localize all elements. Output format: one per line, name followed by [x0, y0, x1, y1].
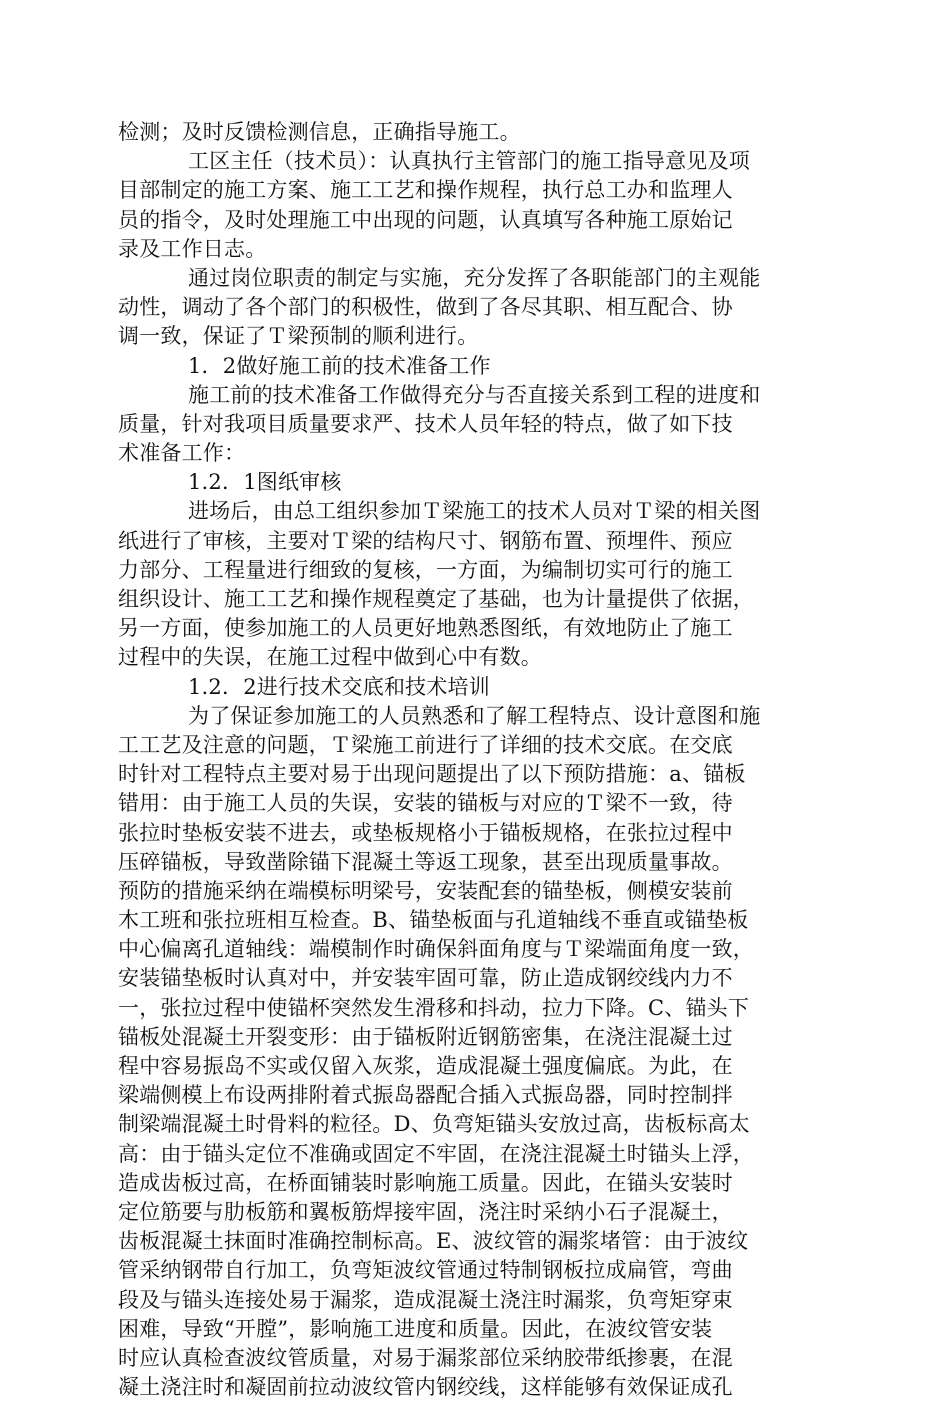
text-line: 定位筋要与肋板筋和翼板筋焊接牢固，浇注时采纳小石子混凝土，	[118, 1199, 733, 1224]
text-line: 凝土浇注时和凝固前拉动波纹管内钢绞线，这样能够有效保证成孔	[118, 1375, 733, 1400]
text-line: 动性，调动了各个部门的积极性，做到了各尽其职、相互配合、协	[118, 295, 733, 320]
text-line: 质量，针对我项目质量要求严、技术人员年轻的特点，做了如下技	[118, 411, 733, 436]
text-line: 工工艺及注意的问题，Ｔ梁施工前进行了详细的技术交底。在交底	[118, 732, 733, 757]
text-line: 段及与锚头连接处易于漏浆，造成混凝土浇注时漏浆，负弯矩穿束	[118, 1287, 733, 1312]
text-line: 预防的措施采纳在端模标明梁号，安装配套的锚垫板，侧模安装前	[118, 878, 733, 903]
text-line: 管采纳钢带自行加工，负弯矩波纹管通过特制钢板拉成扁管，弯曲	[118, 1258, 733, 1283]
text-line: 1.2．1图纸审核	[188, 470, 342, 495]
text-line: 一，张拉过程中使锚杯突然发生滑移和抖动，拉力下降。C、锚头下	[118, 995, 750, 1020]
text-line: 另一方面，使参加施工的人员更好地熟悉图纸，有效地防止了施工	[118, 616, 733, 641]
text-line: 锚板处混凝土开裂变形：由于锚板附近钢筋密集，在浇注混凝土过	[118, 1024, 733, 1049]
text-line: 进场后，由总工组织参加Ｔ梁施工的技术人员对Ｔ梁的相关图	[188, 499, 761, 524]
text-line: 木工班和张拉班相互检查。B、锚垫板面与孔道轴线不垂直或锚垫板	[118, 908, 749, 933]
text-line: 错用：由于施工人员的失误，安装的锚板与对应的Ｔ梁不一致，待	[118, 791, 733, 816]
text-line: 术准备工作：	[118, 441, 246, 466]
text-line: 为了保证参加施工的人员熟悉和了解工程特点、设计意图和施	[188, 703, 761, 728]
text-line: 过程中的失误，在施工过程中做到心中有数。	[118, 645, 542, 670]
text-line: 录及工作日志。	[118, 236, 267, 261]
text-line: 压碎锚板，导致凿除锚下混凝土等返工现象，甚至出现质量事故。	[118, 849, 733, 874]
text-line: 程中容易振岛不实或仅留入灰浆，造成混凝土强度偏底。为此，在	[118, 1054, 733, 1078]
text-line: 齿板混凝土抹面时准确控制标高。E、波纹管的漏浆堵管：由于波纹	[118, 1229, 749, 1254]
text-line: 梁端侧模上布设两排附着式振岛器配合插入式振岛器，同时控制拌	[118, 1083, 733, 1108]
text-line: 张拉时垫板安装不进去，或垫板规格小于锚板规格，在张拉过程中	[118, 820, 733, 845]
text-line: 力部分、工程量进行细致的复核，一方面，为编制切实可行的施工	[118, 557, 733, 582]
text-line: 工区主任（技术员）：认真执行主管部门的施工指导意见及项	[188, 149, 750, 174]
text-line: 纸进行了审核，主要对Ｔ梁的结构尺寸、钢筋布置、预埋件、预应	[118, 528, 733, 553]
text-line: 高：由于锚头定位不准确或固定不牢固，在浇注混凝土时锚头上浮，	[118, 1141, 754, 1166]
text-line: 组织设计、施工工艺和操作规程奠定了基础，也为计量提供了依据，	[118, 587, 754, 611]
text-line: 制梁端混凝土时骨料的粒径。D、负弯矩锚头安放过高，齿板标高太	[118, 1112, 750, 1137]
text-line: 员的指令，及时处理施工中出现的问题，认真填写各种施工原始记	[118, 207, 733, 232]
text-line: 困难，导致“开膛”，影响施工进度和质量。因此，在波纹管安装	[118, 1316, 713, 1341]
text-line: 安装锚垫板时认真对中，并安装牢固可靠，防止造成钢绞线内力不	[118, 966, 733, 991]
text-line: 施工前的技术准备工作做得充分与否直接关系到工程的进度和	[188, 382, 761, 407]
text-line: 调一致，保证了Ｔ梁预制的顺利进行。	[118, 324, 479, 349]
text-line: 时针对工程特点主要对易于出现问题提出了以下预防措施：a、锚板	[118, 762, 746, 787]
text-line: 通过岗位职责的制定与实施，充分发挥了各职能部门的主观能	[188, 265, 761, 290]
text-line: 时应认真检查波纹管质量，对易于漏浆部位采纳胶带纸掺裹，在混	[118, 1345, 733, 1370]
text-line: 目部制定的施工方案、施工工艺和操作规程，执行总工办和监理人	[118, 178, 733, 203]
text-line: 1．2做好施工前的技术准备工作	[188, 353, 491, 378]
text-line: 中心偏离孔道轴线：端模制作时确保斜面角度与Ｔ梁端面角度一致，	[118, 937, 754, 962]
document-body	[118, 118, 804, 1402]
text-line: 造成齿板过高，在桥面铺装时影响施工质量。因此，在锚头安装时	[118, 1170, 733, 1195]
text-line: 检测；及时反馈检测信息，正确指导施工。	[118, 120, 521, 144]
text-line: 1.2．2进行技术交底和技术培训	[188, 674, 490, 699]
